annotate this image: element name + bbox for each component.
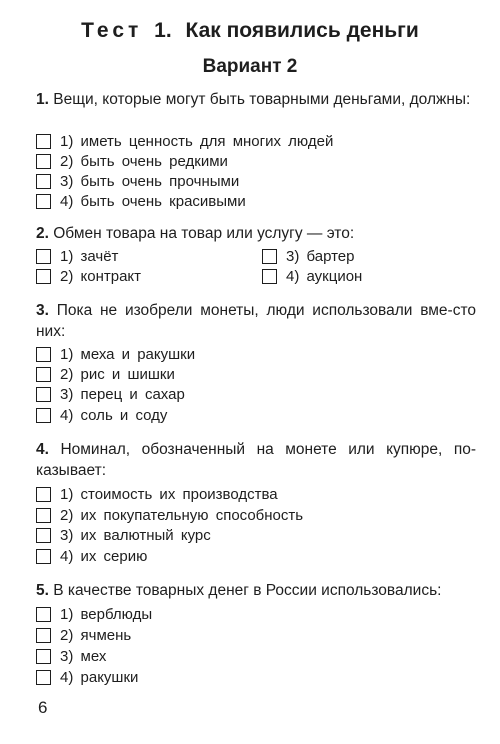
q2-option-2[interactable]: [36, 266, 141, 286]
q3-option-1[interactable]: [36, 344, 195, 364]
option-label: 1) стоимость их производства: [60, 485, 278, 503]
test-title-text: Как появились деньги: [185, 19, 419, 42]
checkbox[interactable]: [262, 249, 277, 264]
question-number: 4.: [36, 441, 49, 458]
option-label: 4) соль и соду: [60, 406, 168, 424]
test-number: 1.: [154, 19, 172, 42]
option-label: 4) аукцион: [286, 267, 363, 285]
checkbox[interactable]: [36, 408, 51, 423]
option-label: 2) рис и шишки: [60, 365, 175, 383]
q5-option-4[interactable]: [36, 667, 138, 687]
option-label: 1) зачёт: [60, 247, 119, 265]
question-number: 3.: [36, 302, 49, 319]
q5-option-1[interactable]: [36, 604, 152, 624]
q1-option-2[interactable]: [36, 151, 228, 171]
option-label: 3) перец и сахар: [60, 385, 185, 403]
option-label: 4) ракушки: [60, 668, 139, 686]
option-label: 2) контракт: [60, 267, 142, 285]
checkbox[interactable]: [36, 387, 51, 402]
option-label: 4) быть очень красивыми: [60, 192, 246, 210]
checkbox[interactable]: [36, 508, 51, 523]
checkbox[interactable]: [36, 134, 51, 149]
question-body: Номинал, обозначенный на монете или купюре, по-казывает:: [36, 441, 476, 479]
q2-option-4[interactable]: [262, 266, 362, 286]
option-label: 3) мех: [60, 647, 107, 665]
q4-option-2[interactable]: [36, 505, 303, 525]
question-number: 5.: [36, 582, 49, 599]
checkbox[interactable]: [36, 154, 51, 169]
option-label: 1) верблюды: [60, 605, 153, 623]
checkbox[interactable]: [36, 367, 51, 382]
question-number: 1.: [36, 91, 49, 108]
option-label: 1) меха и ракушки: [60, 345, 196, 363]
checkbox[interactable]: [36, 528, 51, 543]
variant-heading: Вариант 2: [202, 56, 298, 77]
q5-option-3[interactable]: [36, 646, 106, 666]
q2-option-1[interactable]: [36, 246, 118, 266]
q3-option-3[interactable]: [36, 384, 185, 404]
checkbox[interactable]: [36, 269, 51, 284]
q3-option-2[interactable]: [36, 364, 175, 384]
question-body: Пока не изобрели монеты, люди использовали вме-сто них:: [36, 302, 476, 340]
option-label: 4) их серию: [60, 547, 148, 565]
question-4-text: [36, 439, 476, 481]
checkbox[interactable]: [36, 607, 51, 622]
checkbox[interactable]: [36, 347, 51, 362]
q4-option-1[interactable]: [36, 484, 278, 504]
q1-option-4[interactable]: [36, 191, 246, 211]
checkbox[interactable]: [262, 269, 277, 284]
option-label: 2) их покупательную способность: [60, 506, 304, 524]
page-number: 6: [38, 698, 48, 717]
option-label: 3) их валютный курс: [60, 526, 211, 544]
option-label: 2) быть очень редкими: [60, 152, 228, 170]
q4-option-4[interactable]: [36, 546, 147, 566]
q1-option-3[interactable]: [36, 171, 239, 191]
checkbox[interactable]: [36, 174, 51, 189]
question-body: Вещи, которые могут быть товарными деньгами, должны:: [53, 91, 471, 108]
question-body: Обмен товара на товар или услугу — это:: [53, 225, 355, 242]
test-title: [0, 19, 500, 43]
checkbox[interactable]: [36, 628, 51, 643]
q3-option-4[interactable]: [36, 405, 167, 425]
question-3-text: [36, 300, 476, 342]
checkbox[interactable]: [36, 549, 51, 564]
checkbox[interactable]: [36, 249, 51, 264]
question-5-text: [36, 580, 486, 601]
option-label: 1) иметь ценность для многих людей: [60, 132, 334, 150]
option-label: 3) бартер: [286, 247, 355, 265]
option-label: 2) ячмень: [60, 626, 132, 644]
checkbox[interactable]: [36, 194, 51, 209]
question-1-text: [36, 89, 476, 110]
question-2-text: [36, 223, 476, 244]
option-label: 3) быть очень прочными: [60, 172, 240, 190]
question-body: В качестве товарных денег в России использовались:: [53, 582, 442, 599]
question-number: 2.: [36, 225, 49, 242]
test-label: Тест: [81, 19, 143, 42]
q2-option-3[interactable]: [262, 246, 355, 266]
checkbox[interactable]: [36, 649, 51, 664]
q5-option-2[interactable]: [36, 625, 131, 645]
checkbox[interactable]: [36, 487, 51, 502]
checkbox[interactable]: [36, 670, 51, 685]
q4-option-3[interactable]: [36, 525, 211, 545]
q1-option-1[interactable]: [36, 131, 333, 151]
